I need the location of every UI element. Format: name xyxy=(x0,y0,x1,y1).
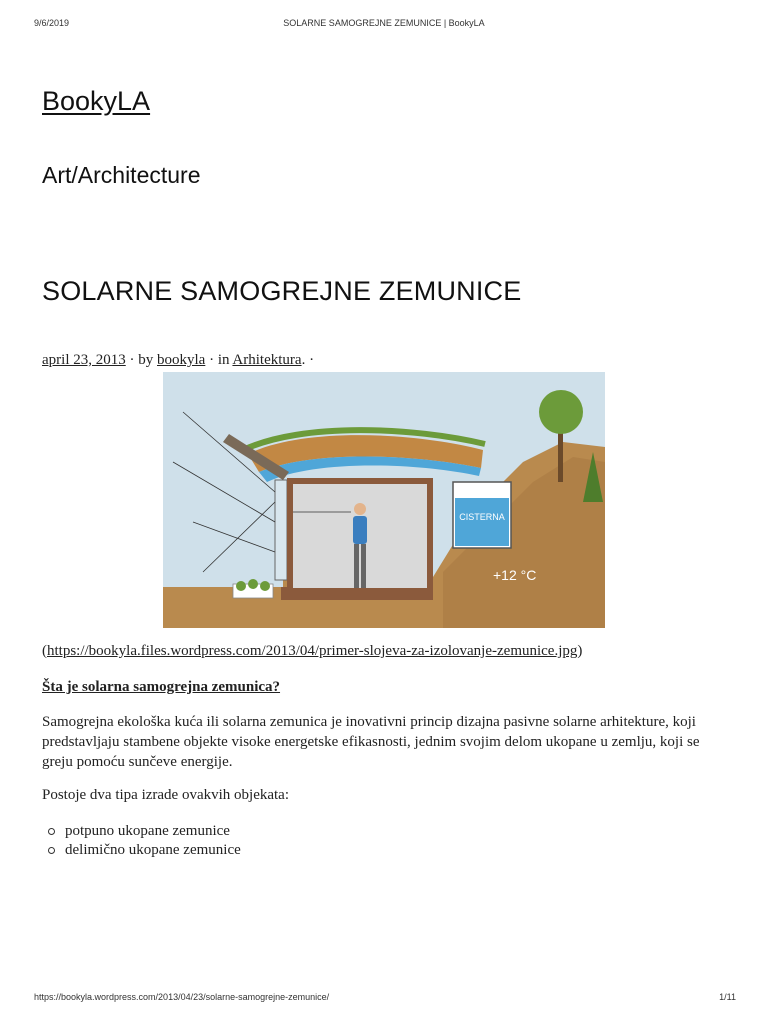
post-title: SOLARNE SAMOGREJNE ZEMUNICE xyxy=(42,276,522,306)
glass-facade xyxy=(275,480,287,580)
meta-separator-in: · in xyxy=(205,352,233,368)
category-link[interactable]: Arhitektura xyxy=(232,352,302,368)
types-list xyxy=(42,822,241,860)
post-meta xyxy=(42,352,314,369)
image-source-link[interactable]: https://bookyla.files.wordpress.com/2013/04/primer-slojeva-za-izolovanje-zemunice.jpg xyxy=(47,643,578,659)
print-footer xyxy=(0,992,768,1006)
image-caption xyxy=(42,643,582,660)
types-intro-paragraph: Postoje dva tipa izrade ovakvih objekata: xyxy=(42,787,290,803)
site-title-link[interactable]: BookyLA xyxy=(42,86,151,116)
print-date: 9/6/2019 xyxy=(34,18,70,28)
intro-paragraph: Samogrejna ekološka kuća ili solarna zemunica je inovativni princip dizajna pasivne solarne arhitekture, koji predstavljaju stambene objekte visoke energetske efikasnosti, jednim svojim delom ukopane u zemlju, koji se greju pomoću sunčeve energije. xyxy=(42,714,700,770)
caption-open-paren: ( xyxy=(42,643,47,659)
print-url: https://bookyla.wordpress.com/2013/04/23/solarne-samogrejne-zemunice/ xyxy=(34,992,330,1002)
cistern-label: CISTERNA xyxy=(459,512,505,522)
print-title: SOLARNE SAMOGREJNE ZEMUNICE | BookyLA xyxy=(283,18,485,28)
section-question-heading[interactable]: Šta je solarna samogrejna zemunica? xyxy=(42,679,281,695)
page-number: 1/11 xyxy=(719,992,736,1002)
author-link[interactable]: bookyla xyxy=(157,352,206,368)
post-date-link[interactable]: april 23, 2013 xyxy=(42,352,126,368)
list-item: delimično ukopane zemunice xyxy=(42,841,241,860)
caption-close-paren: ) xyxy=(577,643,583,659)
temperature-label: +12 °C xyxy=(493,567,537,583)
cistern-water xyxy=(455,498,509,546)
print-header xyxy=(0,18,768,32)
list-item: potpuno ukopane zemunice xyxy=(42,822,241,841)
earth-house-cross-section-image[interactable] xyxy=(163,372,605,628)
meta-separator-by: · by xyxy=(125,352,157,368)
site-description: Art/Architecture xyxy=(42,162,201,188)
meta-separator-end: . · xyxy=(301,352,315,368)
